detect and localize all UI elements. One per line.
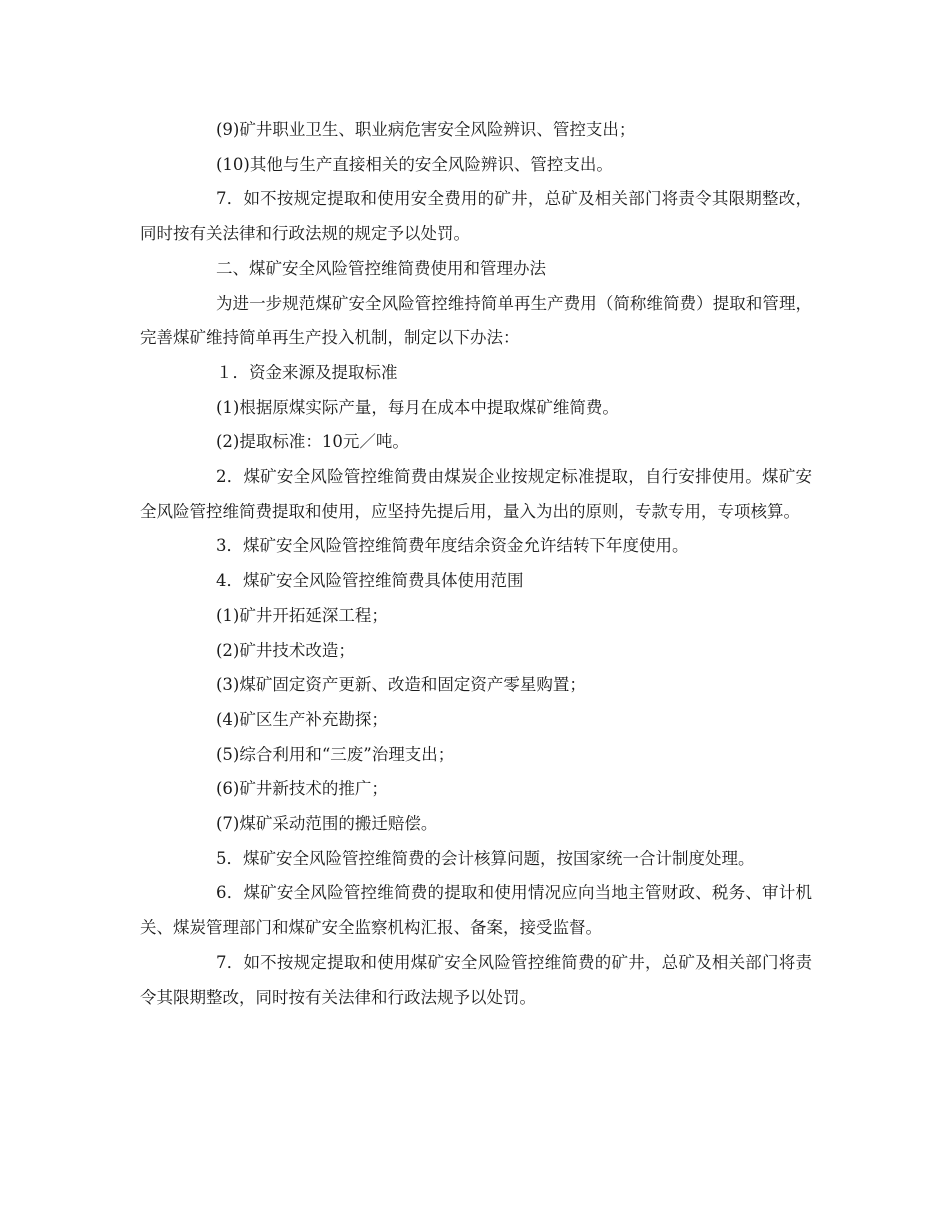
list-item-9: (9)矿井职业卫生、职业病危害安全风险辨识、管控支出； bbox=[216, 120, 636, 139]
section-intro: 为进一步规范煤矿安全风险管控维持简单再生产费用（简称维简费）提取和管理，完善煤矿维持简单再生产投入机制，制定以下办法： bbox=[140, 293, 812, 348]
clause-7-penalty: 7．如不按规定提取和使用安全费用的矿井，总矿及相关部门将责令其限期整改，同时按有关法律和行政法规的规定予以处罚。 bbox=[140, 189, 812, 244]
list-item-10: (10)其他与生产直接相关的安全风险辨识、管控支出。 bbox=[216, 154, 613, 174]
clause-1-heading: １．资金来源及提取标准 bbox=[216, 362, 398, 382]
clause-4-item-6: (6)矿井新技术的推广； bbox=[216, 779, 388, 799]
clause-6: 6．煤矿安全风险管控维简费的提取和使用情况应向当地主管财政、税务、审计机关、煤炭管理部门和煤矿安全监察机构汇报、备案，接受监督。 bbox=[140, 883, 812, 938]
clause-7-final: 7．如不按规定提取和使用煤矿安全风险管控维简费的矿井，总矿及相关部门将责令其限期整改，同时按有关法律和行政法规予以处罚。 bbox=[140, 952, 812, 1007]
clause-1-item-2: (2)提取标准：10元／吨。 bbox=[216, 432, 409, 452]
clause-4-item-2: (2)矿井技术改造； bbox=[216, 640, 355, 660]
clause-2: 2．煤矿安全风险管控维简费由煤炭企业按规定标准提取，自行安排使用。煤矿安全风险管控维简费提取和使用，应坚持先提后用，量入为出的原则，专款专用，专项核算。 bbox=[140, 467, 812, 521]
document-body bbox=[140, 113, 812, 1015]
clause-4-item-7: (7)煤矿采动范围的搬迁赔偿。 bbox=[216, 814, 438, 834]
clause-4-item-4: (4)矿区生产补充勘探； bbox=[216, 709, 388, 729]
clause-4-item-5: (5)综合利用和“三废”治理支出； bbox=[216, 744, 455, 764]
clause-1-item-1: (1)根据原煤实际产量，每月在成本中提取煤矿维简费。 bbox=[216, 397, 619, 417]
clause-5: 5．煤矿安全风险管控维简费的会计核算问题，按国家统一合计制度处理。 bbox=[216, 848, 755, 868]
section-heading-2: 二、煤矿安全风险管控维简费使用和管理办法 bbox=[216, 258, 546, 278]
clause-4-item-3: (3)煤矿固定资产更新、改造和固定资产零星购置； bbox=[216, 675, 586, 695]
clause-3: 3．煤矿安全风险管控维简费年度结余资金允许结转下年度使用。 bbox=[216, 536, 689, 556]
clause-4-heading: 4．煤矿安全风险管控维简费具体使用范围 bbox=[216, 571, 524, 591]
clause-4-item-1: (1)矿井开拓延深工程； bbox=[216, 605, 388, 625]
